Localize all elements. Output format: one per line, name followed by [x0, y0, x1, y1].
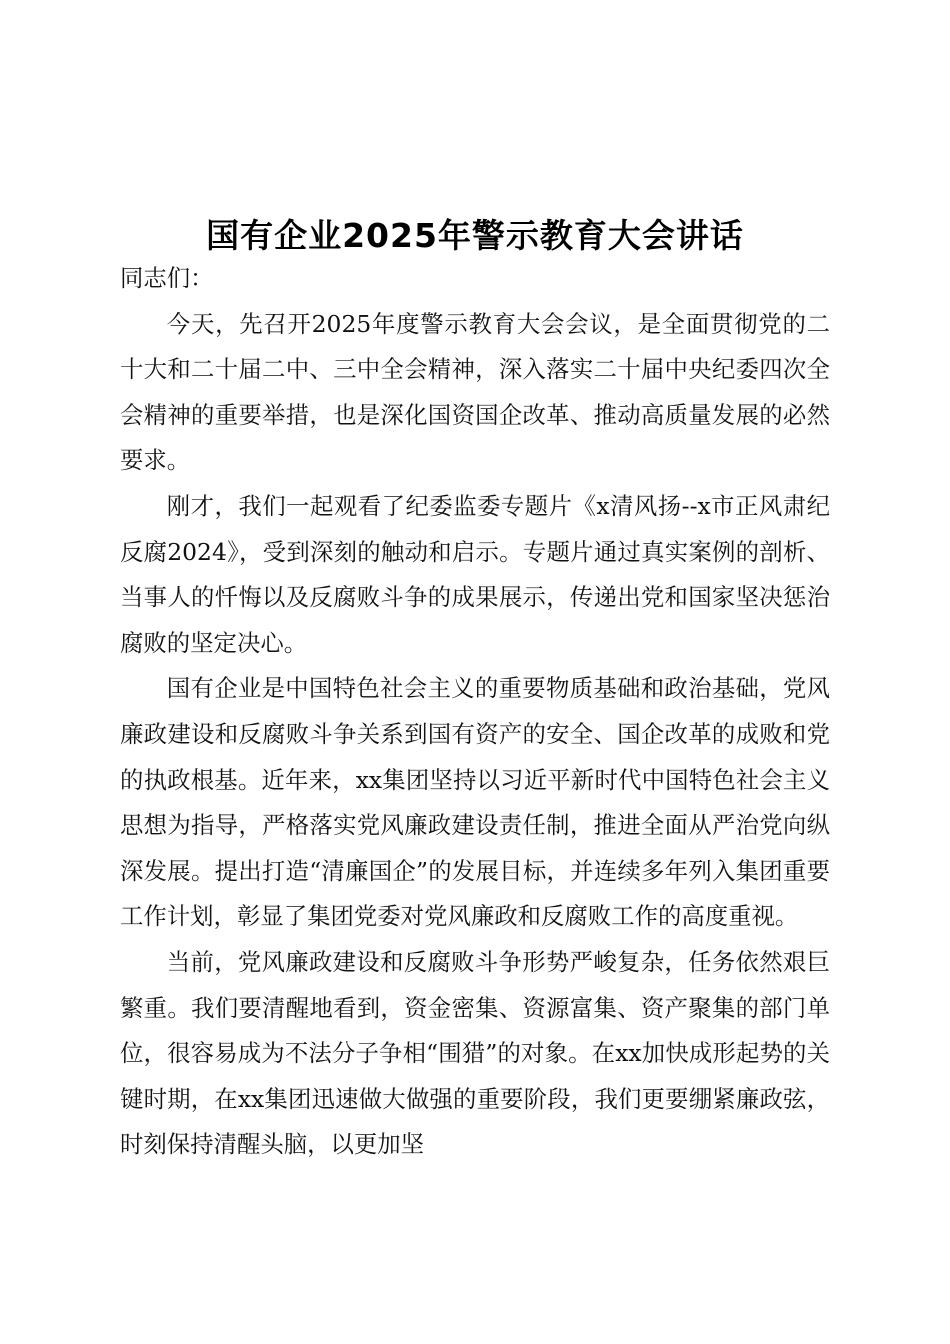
document-body [120, 256, 830, 1168]
salutation: 同志们： [120, 264, 214, 292]
paragraph-4: 当前，党风廉政建设和反腐败斗争形势严峻复杂，任务依然艰巨繁重。我们要清醒地看到，资金密集、资源富集、资产聚集的部门单位，很容易成为不法分子争相“围猎”的对象。在xx加快成形起势的关键时期，在xx集团迅速做大做强的重要阶段，我们更要绷紧廉政弦，时刻保持清醒头脑，以更加坚 [120, 947, 830, 1159]
paragraph-2: 刚才，我们一起观看了纪委监委专题片《x清风扬--x市正风肃纪反腐2024》，受到深刻的触动和启示。专题片通过真实案例的剖析、当事人的忏悔以及反腐败斗争的成果展示，传递出党和国家坚决惩治腐败的坚定决心。 [120, 491, 831, 657]
paragraph-1: 今天，先召开2025年度警示教育大会会议，是全面贯彻党的二十大和二十届二中、三中全会精神，深入落实二十届中央纪委四次全会精神的重要举措，也是深化国资国企改革、推动高质量发展的必然要求。 [120, 309, 830, 475]
paragraph-3: 国有企业是中国特色社会主义的重要物质基础和政治基础，党风廉政建设和反腐败斗争关系到国有资产的安全、国企改革的成败和党的执政根基。近年来，xx集团坚持以习近平新时代中国特色社会主义思想为指导，严格落实党风廉政建设责任制，推进全面从严治党向纵深发展。提出打造“清廉国企”的发展目标，并连续多年列入集团重要工作计划，彰显了集团党委对党风廉政和反腐败工作的高度重视。 [120, 674, 830, 931]
document-title: 国有企业2025年警示教育大会讲话 [206, 216, 744, 255]
